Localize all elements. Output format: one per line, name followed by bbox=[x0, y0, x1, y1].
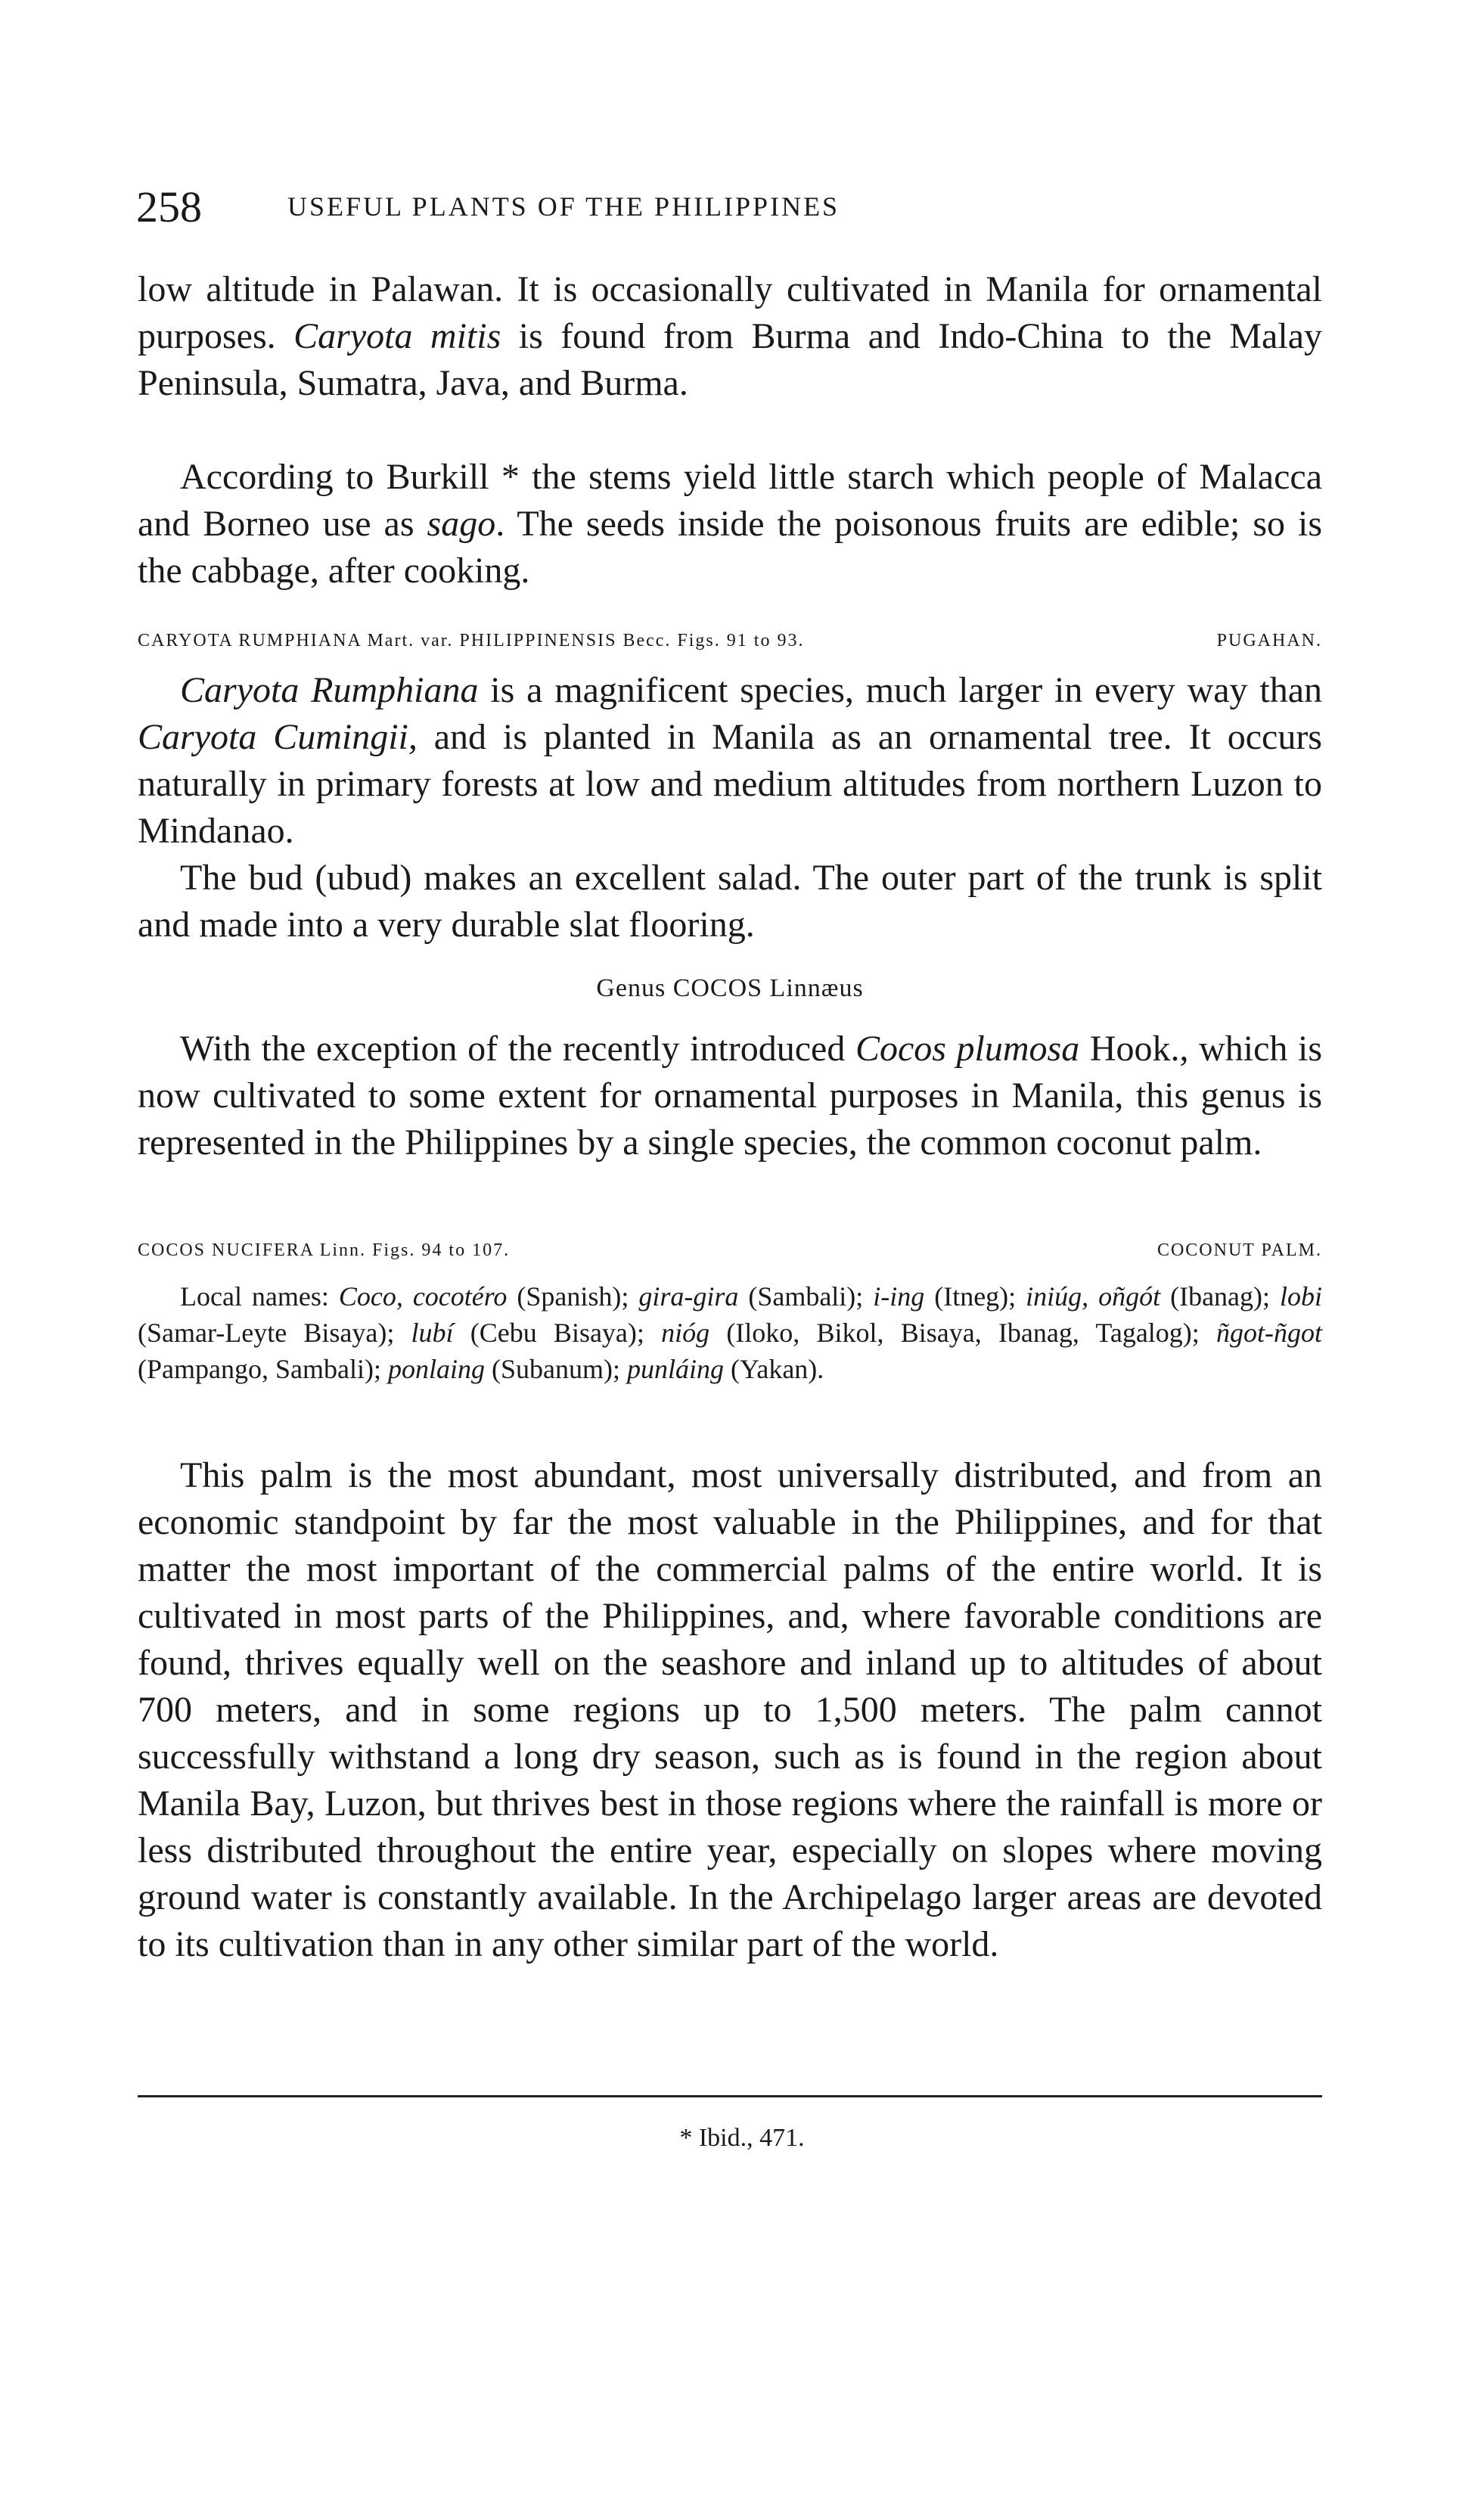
paragraph-burkill bbox=[138, 454, 1322, 595]
species-heading-right: COCONUT PALM. bbox=[1156, 1240, 1322, 1260]
species-heading-right: PUGAHAN. bbox=[1216, 631, 1322, 650]
species-heading-left: CARYOTA RUMPHIANA Mart. var. PHILIPPINENSIS Becc. Figs. 91 to 93. bbox=[138, 631, 805, 650]
paragraph: According to Burkill * the stems yield little starch which people of Malacca and Borneo use as sago. The seeds inside the poisonous fruits are edible; so is the cabbage, after cooking. bbox=[138, 457, 1322, 591]
paragraph-cocos bbox=[138, 1026, 1322, 1166]
local-names bbox=[138, 1278, 1322, 1387]
paragraph-rumphiana bbox=[138, 667, 1322, 855]
species-heading-left: COCOS NUCIFERA Linn. Figs. 94 to 107. bbox=[138, 1240, 511, 1260]
paragraph-continuation bbox=[138, 266, 1322, 407]
genus-heading: Genus COCOS Linnæus bbox=[596, 974, 864, 1002]
page-number: 258 bbox=[136, 182, 202, 231]
footnote: * Ibid., 471. bbox=[679, 2124, 805, 2152]
footnote-rule bbox=[138, 2095, 1322, 2097]
paragraph: low altitude in Palawan. It is occasionally cultivated in Manila for ornamental purposes. Caryota mitis is found from Burma and Indo-China to the Malay Peninsula, Sumatra, Java, and Burma. bbox=[138, 269, 1323, 403]
species-heading-caryota bbox=[138, 631, 1322, 651]
paragraph-bud bbox=[138, 855, 1322, 948]
local-names-text: Local names: Coco, cocotéro (Spanish); gira-gira (Sambali); i-ing (Itneg); iniúg, oñgót (Ibanag); lobi (Samar-Leyte Bisaya); lubí (Cebu Bisaya); nióg (Iloko, Bikol, Bisaya, Ibanag, Tagalog); ñgot-ñgot (Pampango, Sambali); ponlaing (Subanum); punláing (Yakan). bbox=[138, 1281, 1322, 1384]
paragraph: With the exception of the recently introduced Cocos plumosa Hook., which is now cultivated to some extent for ornamental purposes in Manila, this genus is represented in the Philippines by a single species, the common coconut palm. bbox=[138, 1029, 1322, 1163]
paragraph: Caryota Rumphiana is a magnificent species, much larger in every way than Caryota Cumingii, and is planted in Manila as an ornamental tree. It occurs naturally in primary forests at low and medium altitudes from northern Luzon to Mindanao. bbox=[138, 670, 1322, 851]
species-heading-cocos bbox=[138, 1240, 1322, 1261]
paragraph-coconut-palm bbox=[138, 1452, 1322, 1968]
page-header bbox=[136, 182, 1324, 242]
paragraph: The bud (ubud) makes an excellent salad. The outer part of the trunk is split and made into a very durable slat flooring. bbox=[138, 858, 1322, 945]
running-title: USEFUL PLANTS OF THE PHILIPPINES bbox=[287, 191, 840, 222]
paragraph: This palm is the most abundant, most universally distributed, and from an economic standpoint by far the most valuable in the Philippines, and for that matter the most important of the commercial palms of the entire world. It is cultivated in most parts of the Philippines, and, where favorable conditions are found, thrives equally well on the seashore and inland up to altitudes of about 700 meters, and in some regions up to 1,500 meters. The palm cannot successfully withstand a long dry season, such as is found in the region about Manila Bay, Luzon, but thrives best in those regions where the rainfall is more or less distributed throughout the entire year, especially on slopes where moving ground water is constantly available. In the Archipelago larger areas are devoted to its cultivation than in any other similar part of the world. bbox=[138, 1455, 1322, 1964]
